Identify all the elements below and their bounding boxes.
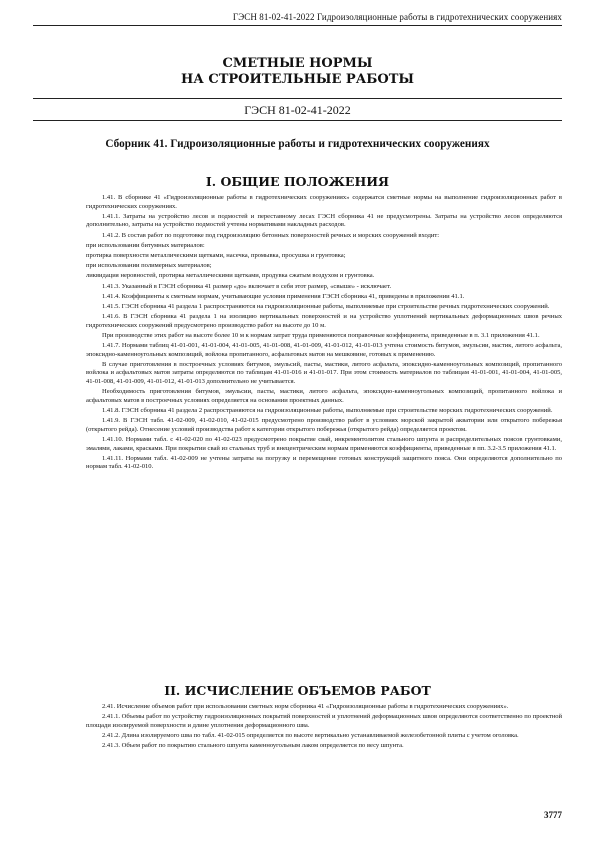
paragraph: 2.41.2. Длина изолируемого шва по табл. 41-02-015 определяется по высоте вертикально устанавливаемой железобетонной плиты с учетом оголовка. (102, 731, 519, 739)
paragraph: 2.41. Исчисление объемов работ при использовании сметных норм сборника 41 «Гидроизоляционные работы в гидротехнических сооружениях». (102, 703, 509, 710)
norms-title-line2: НА СТРОИТЕЛЬНЫЕ РАБОТЫ (180, 72, 415, 87)
document-code: ГЭСН 81-02-41-2022 (244, 103, 351, 117)
section1-body (86, 194, 562, 474)
paragraph: 1.41.5. ГЭСН сборника 41 раздела 1 распространяются на гидроизоляционные работы, выполняемые при строительстве речных гидротехнических сооружений. (102, 302, 550, 310)
running-header: ГЭСН 81-02-41-2022 Гидроизоляционные работы в гидротехнических сооружениях (232, 12, 562, 22)
paragraph: 2.41.1. Объемы работ по устройству гидроизоляционных покрытий поверхностей и уплотнений деформационных швов определяются соответственно по проектной площади изолируемой поверхности и длине уплотнения деформационного шва. (86, 713, 562, 729)
paragraph: 1.41.10. Нормами табл. с 41-02-020 по 41-02-023 предусмотрено покрытие свай, инкрементолитом стального шпунта и распределительных поясов грунтовками, эмалями, лаками, красками. При покрытии свай из стальных труб и внецентрическим нормам применяются коэффициенты, приведенные в пп. 3.2-3.5 приложения 41.1. (86, 435, 562, 452)
section2-body (86, 703, 562, 752)
section2-heading: II. ИСЧИСЛЕНИЕ ОБЪЕМОВ РАБОТ (164, 683, 431, 698)
norms-title-line1: СМЕТНЫЕ НОРМЫ (222, 56, 373, 71)
paragraph: 1.41.1. Затраты на устройство лесов и подмостей и переставному лесах ГЭСН сборника 41 не предусмотрены. Затраты на устройство лесов определяются дополнительно, затраты на устройство подмостей учтены нормативами накладных расходов. (86, 212, 562, 229)
paragraph: 1.41.3. Указанный в ГЭСН сборника 41 размер «до» включает в себя этот размер, «свыше» - исключает. (102, 282, 392, 290)
list-item: при использовании битумных материалов: (86, 241, 205, 249)
code-bottom-rule (33, 120, 562, 121)
paragraph: 1.41.4. Коэффициенты к сметным нормам, учитывающие условия применения ГЭСН сборника 41, приведены в приложении 41.1. (102, 292, 465, 300)
paragraph: 1.41.7. Нормами таблиц 41-01-001, 41-01-004, 41-01-005, 41-01-008, 41-01-009, 41-01-012, 41-01-013 учтена стоимость битумов, эмульсии, мастик, литого асфальта, эпоксидно-каменноугольных композиций, войлока пропитанного, асфальтовых матов на мешковине, готовых к применению. (86, 342, 562, 358)
paragraph: 1.41. В сборнике 41 «Гидроизоляционные работы в гидротехнических сооружениях» содержатся сметные нормы на выполнение гидроизоляционных работ в гидротехнических сооружениях. (86, 194, 562, 210)
collection-title: Сборник 41. Гидроизоляционные работы и гидротехнических сооружениях (105, 138, 490, 150)
list-item: ликвидация неровностей, протирка металлическими щетками, продувка сжатым воздухом и грунтовка. (86, 272, 375, 280)
norms-title (0, 56, 595, 88)
paragraph: 1.41.2. В состав работ по подготовке под гидроизоляцию бетонных поверхностей речных и морских сооружений входит: (102, 231, 440, 239)
paragraph: 1.41.11. Нормами табл. 41-02-009 не учтены затраты на погрузку и перемещение готовых конструкций защитного пояса. Они определяются дополнительно по нормам табл. 41-02-010. (86, 454, 562, 471)
paragraph: В случае приготовления в построечных условиях битумов, эмульсий, пасты, мастики, литого асфальта, эпоксидно-каменноугольных композиций, пропитанного войлока и асфальтовых матов затраты определяются по таблицам 41-01-016 и 41-01-017. При этом стоимость материалов по таблицам 41-01-001, 41-01-004, 41-01-005, 41-01-008, 41-01-009, 41-01-012, 41-01-013 дополнительно не учитывается. (86, 360, 562, 385)
section1-heading: I. ОБЩИЕ ПОЛОЖЕНИЯ (205, 174, 390, 189)
paragraph: 2.41.3. Объем работ по покрытию стального шпунта каменноугольным лаком определяется по весу шпунта. (102, 742, 404, 750)
list-item: протирка поверхности металлическими щетками, насечка, промывка, просушка и грунтовка; (86, 251, 346, 259)
paragraph: 1.41.9. В ГЭСН табл. 41-02-009, 41-02-010, 41-02-015 предусмотрено производство работ в условиях морской закрытой акватории или открытого побережья (открытого рейда). Отнесение условий производства работ к категории открытого побережья (открытого рейда) определяется проектом. (86, 417, 562, 433)
list-item: при использовании полимерных материалов; (86, 262, 212, 270)
page-number: 3777 (544, 810, 562, 820)
paragraph: Необходимость приготовления битумов, эмульсии, пасты, мастики, литого асфальта, эпоксидно-каменноугольных композиций, пропитанного войлока и асфальтовых матов в построечных условиях определяется на основании проектных данных. (86, 388, 562, 404)
header-rule (33, 25, 562, 26)
code-top-rule (33, 98, 562, 99)
paragraph: 1.41.6. В ГЭСН сборника 41 раздела 1 на изоляцию вертикальных поверхностей и на устройство уплотнений вертикальных деформационных швов речных гидротехнических сооружений предусмотрено производство работ на высоте до 10 м. (86, 313, 562, 329)
paragraph: При производстве этих работ на высоте более 10 м к нормам затрат труда применяются поправочные коэффициенты, приведенные в п. 3.1 приложения 41.1. (102, 331, 540, 339)
paragraph: 1.41.8. ГЭСН сборника 41 раздела 2 распространяются на гидроизоляционные работы, выполняемые при строительстве морских гидротехнических сооружений. (102, 406, 553, 414)
